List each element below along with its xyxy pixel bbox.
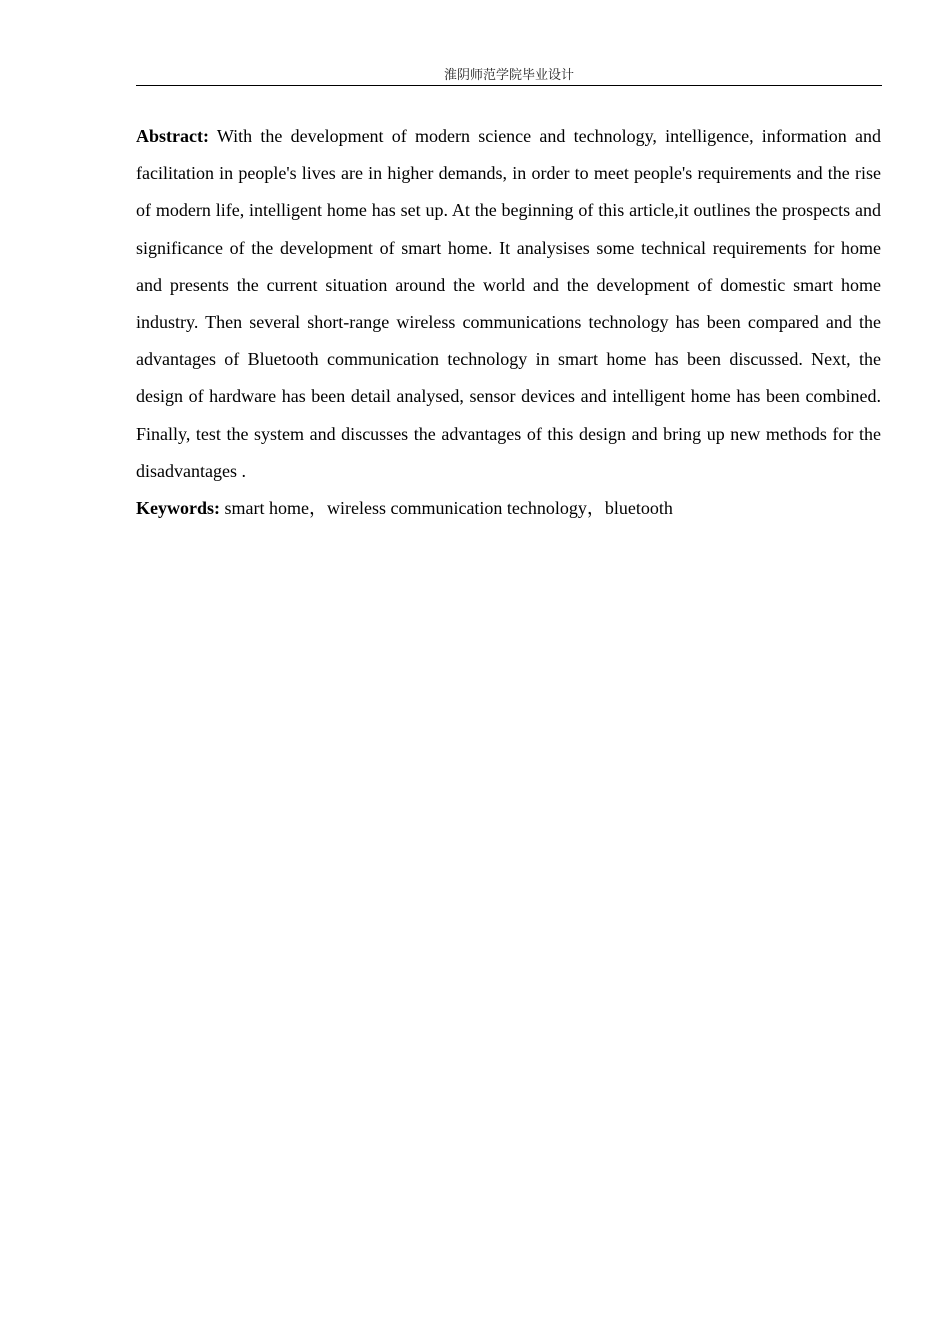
keywords-text: smart home，wireless communication technology，bluetooth: [224, 498, 673, 519]
running-header: 淮阴师范学院毕业设计: [443, 68, 574, 83]
abstract-text: With the development of modern science and technology, intelligence, information and facilitation in people's lives are in higher demands, in order to meet people's requirements and the rise of modern life, intelligent home has set up. At the beginning of this article,it outlines the prospects and significance of the development of smart home. It analysises some technical requirements for home and presents the current situation around the world and the development of domestic smart home industry. Then several short-range wireless communications technology has been compared and the advantages of Bluetooth communication technology in smart home has been discussed. Next, the design of hardware has been detail analysed, sensor devices and intelligent home has been combined. Finally, test the system and discusses the advantages of this design and bring up new methods for the disadvantages .: [136, 126, 881, 481]
keywords-paragraph: [136, 490, 881, 527]
abstract-section: [136, 118, 881, 527]
abstract-paragraph: [136, 118, 881, 490]
keywords-label: Keywords:: [136, 498, 220, 519]
abstract-label: Abstract:: [136, 126, 209, 146]
header-rule: [136, 85, 882, 86]
